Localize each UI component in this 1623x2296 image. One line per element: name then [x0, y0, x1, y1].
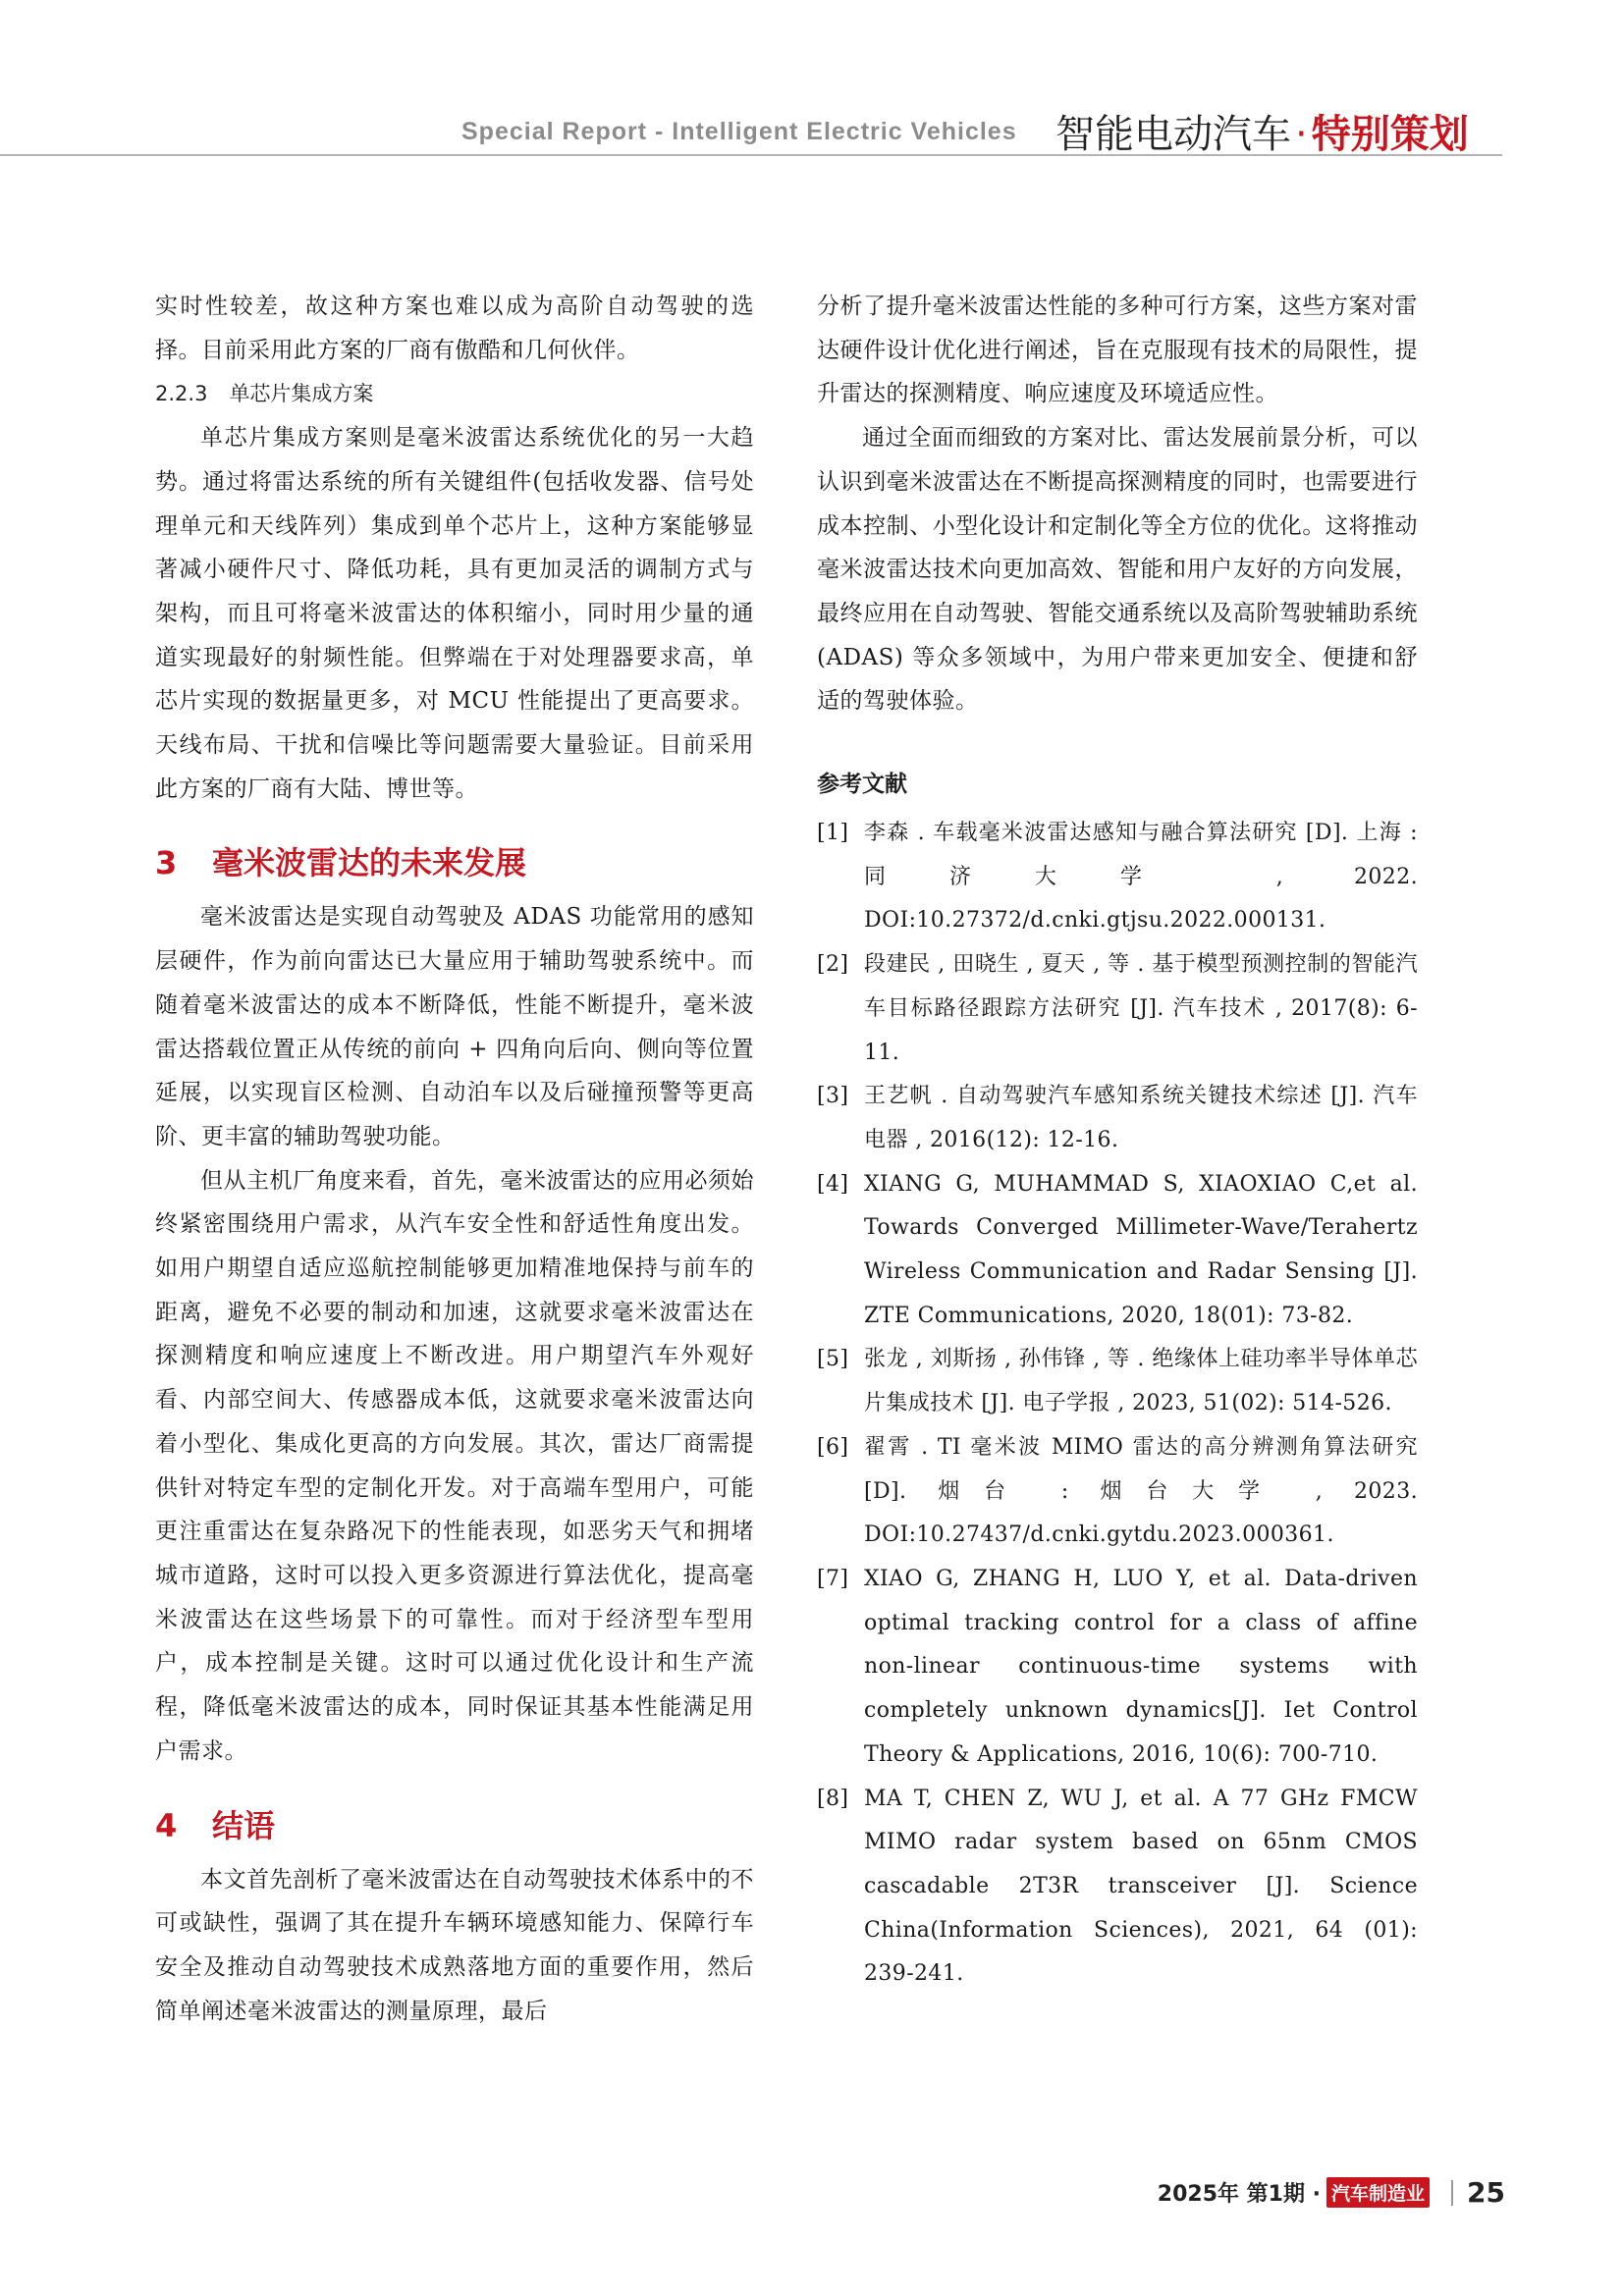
reference-item: [817, 1338, 1418, 1425]
header-chinese-title: [1055, 103, 1517, 159]
issue-label: 2025年 第1期 ·: [1157, 2182, 1322, 2207]
reference-text: XIANG G, MUHAMMAD S, XIAOXIAO C,et al. Towards Converged Millimeter-Wave/Terahertz Wireless Communication and Radar Sensing [J]. ZTE Communications, 2020, 18(01): 73-82.: [864, 1171, 1418, 1328]
paragraph: 但从主机厂角度来看，首先，毫米波雷达的应用必须始终紧密围绕用户需求，从汽车安全性和舒适性角度出发。如用户期望自适应巡航控制能够更加精准地保持与前车的距离，避免不必要的制动和加速，这就要求毫米波雷达在探测精度和响应速度上不断改进。用户期望汽车外观好看、内部空间大、传感器成本低，这就要求毫米波雷达向着小型化、集成化更高的方向发展。其次，雷达厂商需提供针对特定车型的定制化开发。对于高端车型用户，可能更注重雷达在复杂路况下的性能表现，如恶劣天气和拥堵城市道路，这时可以投入更多资源进行算法优化，提高毫米波雷达在这些场景下的可靠性。而对于经济型车型用户，成本控制是关键。这时可以通过优化设计和生产流程，降低毫米波雷达的成本，同时保证其基本性能满足用户需求。: [155, 1167, 754, 1764]
section-number: 4: [155, 1806, 178, 1844]
reference-number: [1]: [817, 821, 849, 846]
right-column: [817, 285, 1418, 1997]
reference-number: [6]: [817, 1434, 849, 1460]
reference-number: [3]: [817, 1084, 849, 1109]
page-number: 25: [1467, 2176, 1505, 2209]
reference-text: 段建民 , 田晓生 , 夏天 , 等 . 基于模型预测控制的智能汽车目标路径跟踪方法研究 [J]. 汽车技术 , 2017(8): 6-11.: [864, 952, 1418, 1065]
page-footer: [1158, 2176, 1505, 2209]
subsection-number: 2.2.3: [155, 382, 208, 406]
paragraph: 本文首先剖析了毫米波雷达在自动驾驶技术体系中的不可或缺性，强调了其在提升车辆环境感知能力、保障行车安全及推动自动驾驶技术成熟落地方面的重要作用，然后简单阐述毫米波雷达的测量原理，最后: [155, 1866, 754, 2024]
reference-item: [817, 1426, 1418, 1558]
reference-item: [817, 1778, 1418, 1998]
subsection-heading: [155, 372, 754, 416]
references-list: [817, 812, 1418, 1997]
reference-item: [817, 812, 1418, 943]
left-column: [155, 285, 754, 2033]
paragraph: 通过全面而细致的方案对比、雷达发展前景分析，可以认识到毫米波雷达在不断提高探测精度的同时，也需要进行成本控制、小型化设计和定制化等全方位的优化。这将推动毫米波雷达技术向更加高效、智能和用户友好的方向发展，最终应用在自动驾驶、智能交通系统以及高阶驾驶辅助系统 (ADAS) 等众多领域中，为用户带来更加安全、便捷和舒适的驾驶体验。: [817, 425, 1418, 715]
reference-text: XIAO G, ZHANG H, LUO Y, et al. Data-driven optimal tracking control for a class of affine non-linear continuous-time systems with completely unknown dynamics[J]. Iet Control Theory & Applications, 2016, 10(6): 700-710.: [864, 1566, 1418, 1767]
reference-item: [817, 1075, 1418, 1162]
reference-item: [817, 1163, 1418, 1339]
paragraph: 分析了提升毫米波雷达性能的多种可行方案，这些方案对雷达硬件设计优化进行阐述，旨在克服现有技术的局限性，提升雷达的探测精度、响应速度及环境适应性。: [817, 294, 1418, 407]
section-title: 毫米波雷达的未来发展: [212, 844, 527, 882]
section-heading-4: [155, 1801, 754, 1850]
footer-divider: [1451, 2180, 1453, 2206]
reference-number: [2]: [817, 952, 849, 978]
reference-item: [817, 943, 1418, 1075]
section-number: 3: [155, 844, 178, 882]
reference-text: 翟霄 . TI 毫米波 MIMO 雷达的高分辨测角算法研究 [D]. 烟台 : 烟台大学 , 2023. DOI:10.27437/d.cnki.gytdu.2023.000361.: [864, 1434, 1418, 1548]
header-cn-main: 智能电动汽车: [1055, 112, 1291, 157]
reference-number: [7]: [817, 1566, 849, 1591]
section-heading-3: [155, 838, 754, 887]
header-cn-dot: ·: [1295, 112, 1308, 157]
header-divider: [0, 154, 1502, 156]
reference-text: 王艺帆 . 自动驾驶汽车感知系统关键技术综述 [J]. 汽车电器 , 2016(12): 12-16.: [864, 1084, 1418, 1152]
section-title: 结语: [212, 1806, 276, 1844]
reference-text: 张龙 , 刘斯扬 , 孙伟锋 , 等 . 绝缘体上硅功率半导体单芯片集成技术 [J]. 电子学报 , 2023, 51(02): 514-526.: [864, 1347, 1418, 1416]
paragraph: 单芯片集成方案则是毫米波雷达系统优化的另一大趋势。通过将雷达系统的所有关键组件(包括收发器、信号处理单元和天线阵列）集成到单个芯片上，这种方案能够显著减小硬件尺寸、降低功耗，具有更加灵活的调制方式与架构，而且可将毫米波雷达的体积缩小，同时用少量的通道实现最好的射频性能。但弊端在于对处理器要求高，单芯片实现的数据量更多，对 MCU 性能提出了更高要求。天线布局、干扰和信噪比等问题需要大量验证。目前采用此方案的厂商有大陆、博世等。: [155, 425, 754, 802]
reference-text: MA T, CHEN Z, WU J, et al. A 77 GHz FMCW MIMO radar system based on 65nm CMOS cascadable 2T3R transceiver [J]. Science China(Information Sciences), 2021, 64 (01): 239-241.: [864, 1786, 1418, 1987]
reference-item: [817, 1558, 1418, 1778]
subsection-title: 单芯片集成方案: [229, 382, 374, 406]
magazine-logo: 汽车制造业: [1326, 2177, 1430, 2208]
reference-number: [4]: [817, 1171, 849, 1197]
reference-number: [5]: [817, 1347, 849, 1372]
paragraph: 毫米波雷达是实现自动驾驶及 ADAS 功能常用的感知层硬件，作为前向雷达已大量应用于辅助驾驶系统中。而随着毫米波雷达的成本不断降低，性能不断提升，毫米波雷达搭载位置正从传统的前向 + 四角向后向、侧向等位置延展，以实现盲区检测、自动泊车以及后碰撞预警等更高阶、更丰富的辅助驾驶功能。: [155, 904, 754, 1149]
references-title: 参考文献: [817, 772, 907, 798]
header-english-title: Special Report - Intelligent Electric Vehicles: [461, 118, 1017, 145]
reference-text: 李森 . 车载毫米波雷达感知与融合算法研究 [D]. 上海 : 同济大学 , 2022. DOI:10.27372/d.cnki.gtjsu.2022.000131.: [864, 821, 1418, 934]
paragraph: 实时性较差，故这种方案也难以成为高阶自动驾驶的选择。目前采用此方案的厂商有傲酷和几何伙伴。: [155, 294, 754, 363]
reference-number: [8]: [817, 1786, 849, 1811]
header-cn-special: 特别策划: [1311, 112, 1469, 157]
